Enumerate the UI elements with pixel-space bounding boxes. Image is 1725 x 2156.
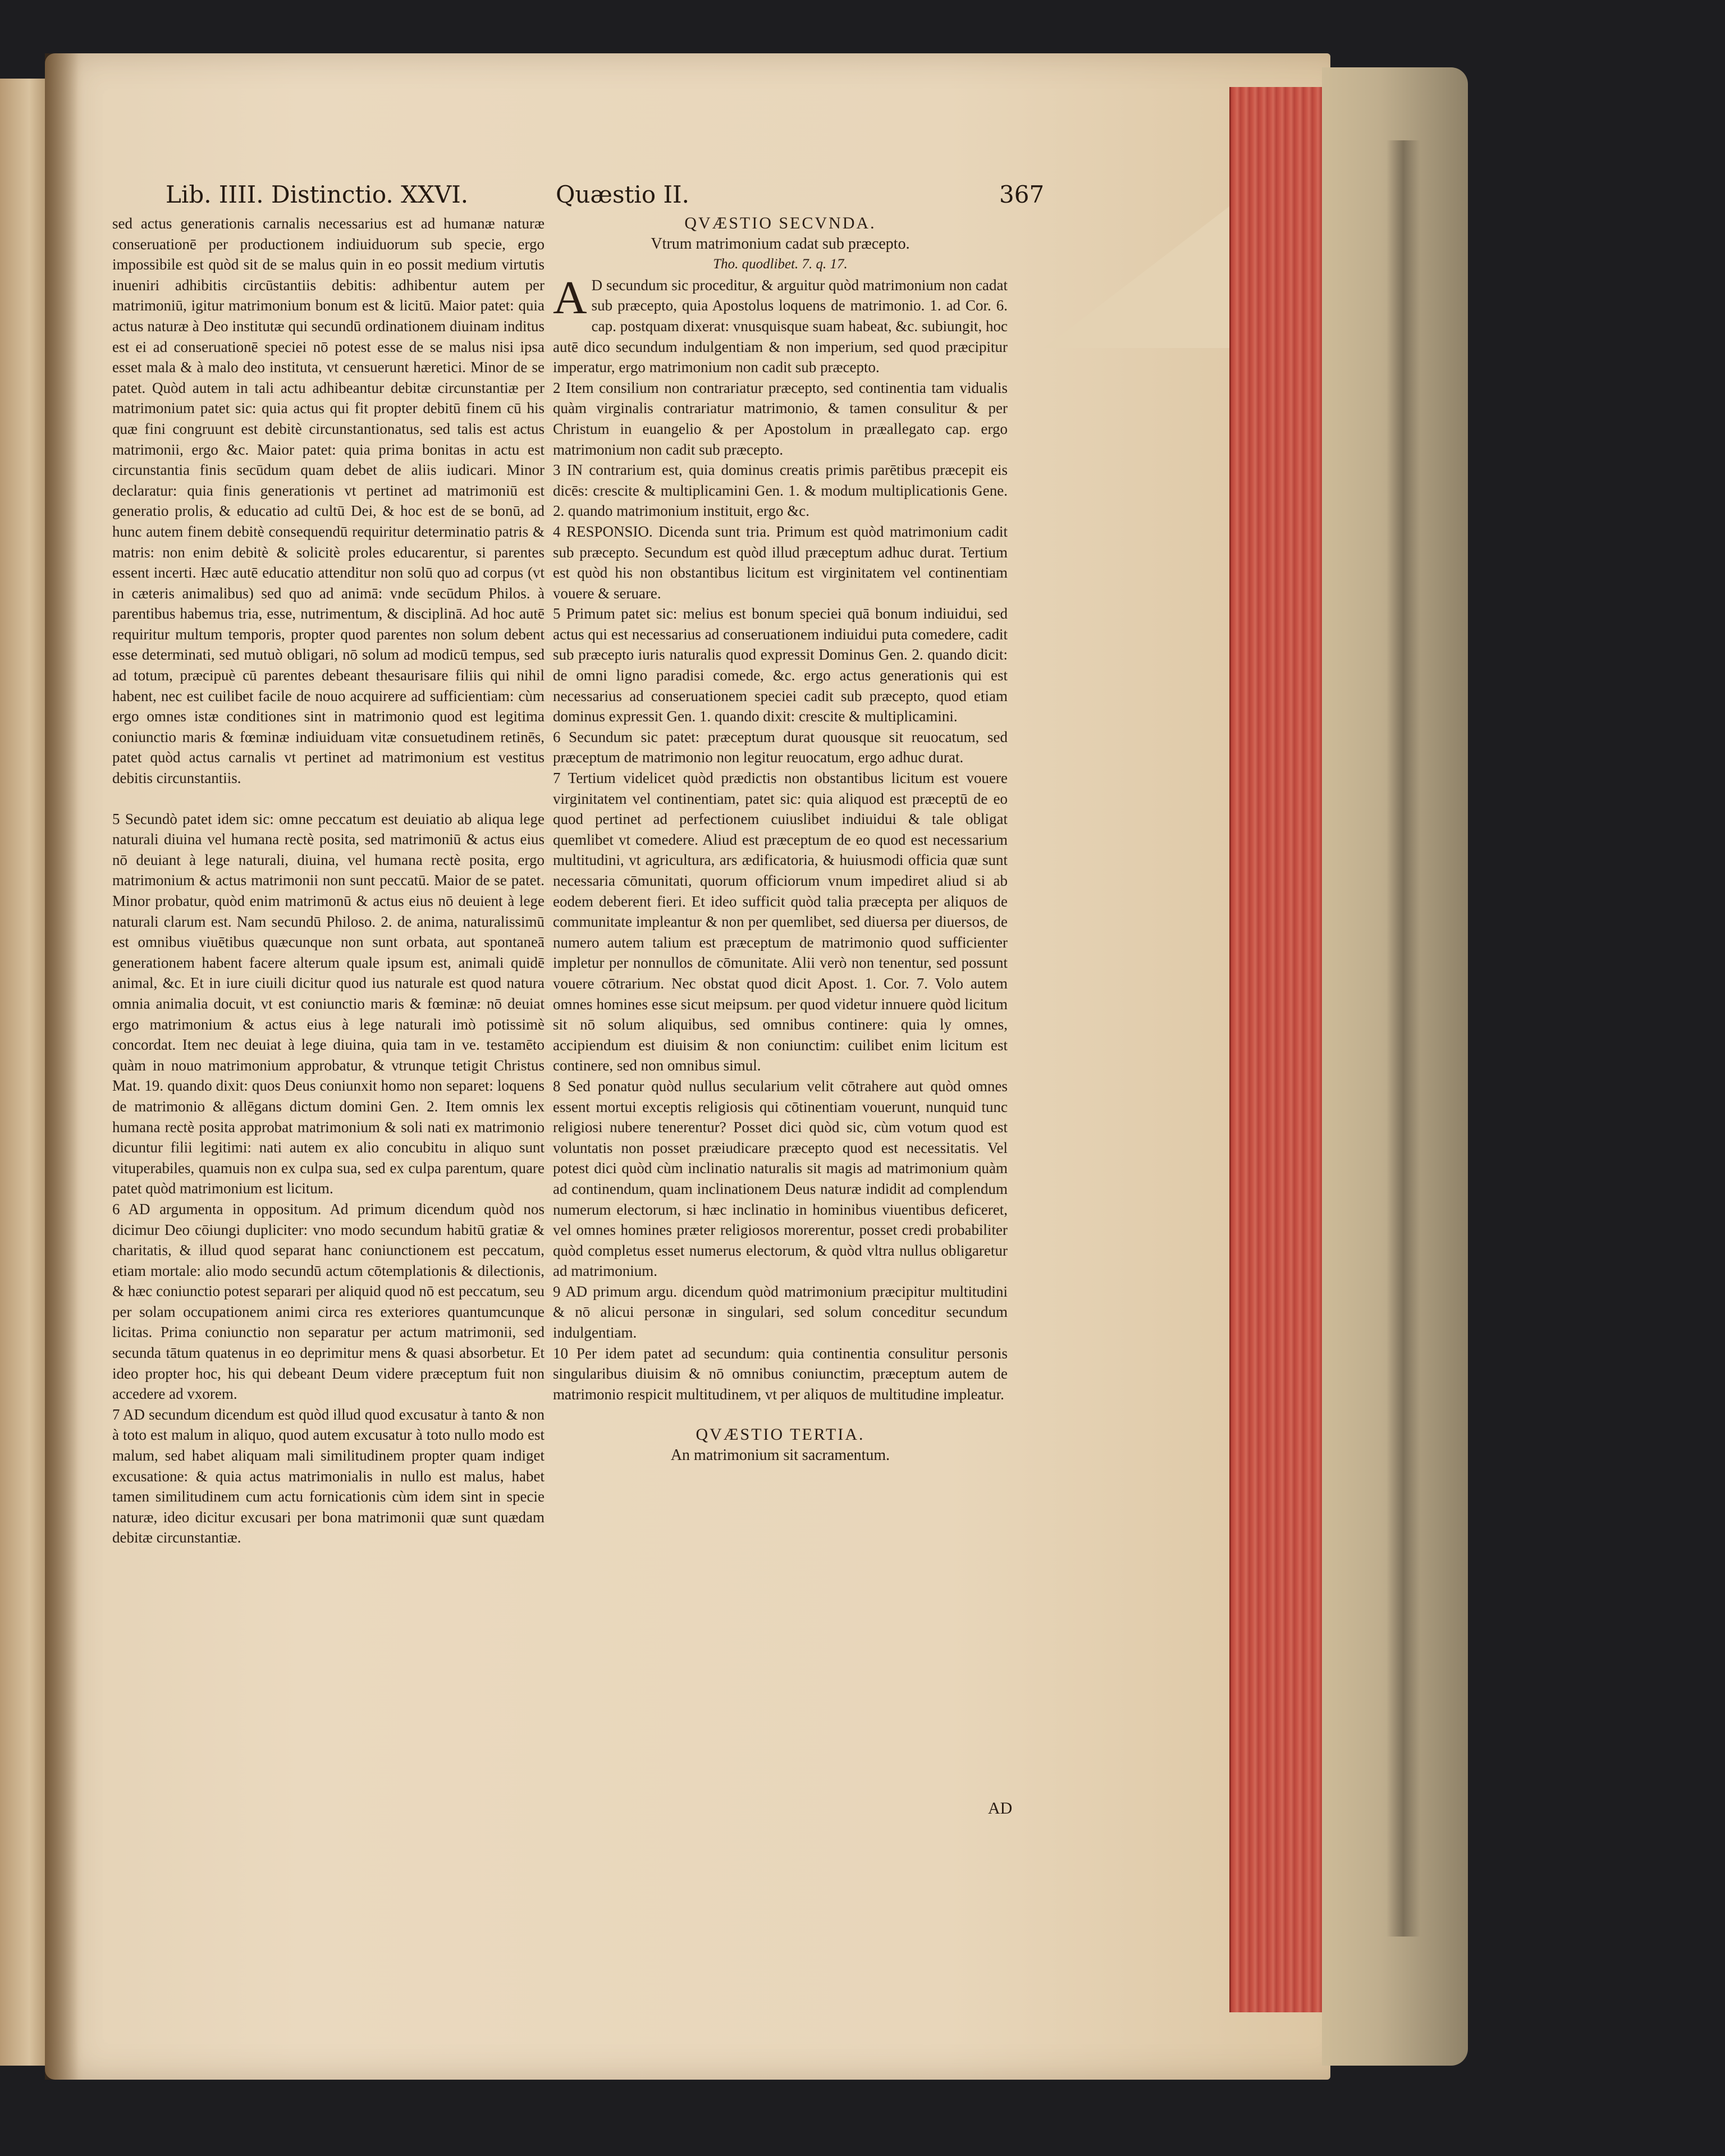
folio-number: 367 xyxy=(999,181,1045,208)
left-paragraph-5: 5 Secundò patet idem sic: omne peccatum est deuiatio ab aliqua lege naturali diuina vel humana rectè posita, sed matrimoniū & actus eius nō deuiant à lege naturali, diuina, vel humana rectè posita, ergo matrimonium & actus matrimonii non sunt peccatū. Maior de se patet. Minor probatur, quòd enim matrimonū & actus eius nō deuient à lege naturali clarum est. Nam secundū Philoso. 2. de anima, naturalissimū est omnibus viuētibus quæcunque non sunt orbata, aut spontaneā generationem habent facere alterum quale ipsum est, animali quidē animal, &c. Et in iure ciuili dicitur quod ius naturale est quod natura omnia animalia docuit, vt est coniunctio maris & fœminæ: nō deuiat ergo matrimonium & actus eius à lege naturali imò potissimè concordat. Item nec deuiat à lege diuina, quia tam in ve. testamēto quàm in nouo matrimonium approbatur, & vtrunque tetigit Christus Mat. 19. quando dixit: quos Deus coniunxit homo non separet: loquens de matrimonio & allēgans dictum domini Gen. 2. Item omnis lex humana rectè posita approbat matrimonium & soli nati ex matrimonio dicuntur filii legitimi: nati autem ex alio concubitu in aliquo sunt vituperabiles, quamuis non ex culpa sua, sed ex culpa parentum, quare patet quòd matrimonium est licitum. xyxy=(112,810,545,1197)
right-paragraph-7: 7 Tertium videlicet quòd prædictis non obstantibus licitum est vouere virginitatem vel continentiam, patet sic: quia aliquod est præceptū de eo quod pertinet ad perfectionem cuiuslibet indiuidui & tale obligat quemlibet vt comedere. Aliud est præceptum de eo quod est necessarium multitudini, vt agricultura, ars ædificatoria, & huiusmodi officia quæ sunt necessaria cōmunitati, quorum officiorum vnum impediret aliud si ab eodem deberent fieri. Et ideo sufficit quòd talia præcepta per aliquos de communitate impleantur & non per quemlibet, sed diuersa per diuersos, de numero autem talium est præceptum de matrimonio quod sufficienter impletur per nonnullos de cōmunitate. Alii verò non tenentur, sed possunt vouere cōtrarium. Nec obstat quod dicit Apost. 1. Cor. 7. Volo autem omnes homines esse sicut meipsum. per quod videtur innuere quòd licitum sit nō solum aliquibus, sed omnibus continere: quia ly omnes, accipiendum est diuisim & non coniunctim: cuilibet enim licitum est continere, sed non omnibus simul. xyxy=(553,770,1008,1074)
right-paragraph-10: 10 Per idem patet ad secundum: quia continentia consulitur personis singularibus diuisim & nō omnibus coniunctim, præceptum autem de matrimonio respicit multitudinem, vt per aliquos de multitudine impleatur. xyxy=(553,1344,1008,1403)
vellum-shadow xyxy=(1387,140,1420,1937)
thomas-reference: Tho. quodlibet. 7. q. 17. xyxy=(713,257,848,272)
quaestio-secunda-subtitle: Vtrum matrimonium cadat sub præcepto. xyxy=(651,235,910,253)
left-text-column xyxy=(112,213,545,1548)
quaestio-tertia-title: QVÆSTIO TERTIA. xyxy=(696,1425,865,1444)
drop-cap: A xyxy=(553,271,587,324)
gutter-shadow xyxy=(45,53,79,2080)
left-paragraph-1: sed actus generationis carnalis necessarius est ad humanæ naturæ conseruationē per productionem indiuiduorum sub specie, ergo impossibile est quòd sit de se malus quin in eo possit medium virtutis inueniri adhibitis circūstantiis debitis: adhibentur autem per matrimoniū, igitur matrimonium bonum est & licitū. Maior patet: quia actus naturæ à Deo institutæ qui secundū ordinationem diuinam inditus est ei ad conseruationē speciei nō potest esse de se malus nisi ipsa esset mala & à malo deo instituta, vt censuerunt hæretici. Minor de se patet. Quòd autem in tali actu adhibeantur debitæ circunstantiæ per matrimonium patet sic: quia actus qui fit propter debitū finem cū his quæ fini congruunt est debitè circunstantionatus, sed talis est actus matrimonii, ergo &c. Maior patet: quia prima bonitas in actu est circunstantia finis secūdum quam debet de aliis iudicari. Minor declaratur: quia finis generationis vt pertinet ad matrimoniū est generatio prolis, & educatio ad cultū Dei, & hoc est de se bonū, ad hunc autem finem debitè consequendū requiritur determinatio patris & matris: non enim debitè & solicitè proles educarentur, si parentes essent incerti. Hæc autē educatio attenditur non solū quo ad corpus (vt in cæteris animalibus) sed quo ad animā: vnde secūdum Philos. à parentibus habemus tria, esse, nutrimentum, & disciplinā. Ad hoc autē requiritur multum temporis, propter quod parentes non solum debent esse determinati, sed mutuò obligari, nō solum ad modicū tempus, sed ad totum, præcipuè cū parentes debeant thesaurisare filiis qui nihil habent, nec est cuilibet facile de nouo acquirere ad sufficientiam: cùm ergo omnes istæ conditiones sint in matrimonio quod est legitima coniunctio maris & fœminæ indiuiduam vitæ consuetudinem retinēs, patet quòd actus carnalis vt pertinet ad matrimonium est vestitus debitis circunstantiis. xyxy=(112,215,545,787)
page-corner-fold xyxy=(1044,90,1235,348)
red-page-edges xyxy=(1229,87,1329,2012)
right-paragraph-2: 2 Item consilium non contrariatur præcepto, sed continentia tam vidualis quàm virginalis contrariatur matrimonio, & tamen consulitur & per Christum in euangelio & per Apostolum in præallegato cap. ergo matrimonium non cadit sub præcepto. xyxy=(553,379,1008,458)
first-paragraph-text: D secundum sic proceditur, & arguitur quòd matrimonium non cadat sub præcepto, quia Apostolus loquens de matrimonio. 1. ad Cor. 6. cap. postquam dixerat: vnusquisque suam habeat, &c. subiungit, hoc autē dico secundum indulgentiam & non imperium, sed quod præcipitur imperatur, ergo matrimonium non cadit sub præcepto. xyxy=(553,276,1008,376)
catchword: AD xyxy=(988,1799,1013,1818)
right-paragraph-9: 9 AD primum argu. dicendum quòd matrimonium præcipitur multitudini & nō alicui personæ in singulari, sed solum conceditur secundum indulgentiam. xyxy=(553,1283,1008,1342)
right-text-column xyxy=(553,213,1008,1466)
right-paragraph-6: 6 Secundum sic patet: præceptum durat quousque sit reuocatum, sed præceptum de matrimonio non legitur reuocatum, ergo adhuc durat. xyxy=(553,728,1008,766)
right-paragraph-8: 8 Sed ponatur quòd nullus secularium velit cōtrahere aut quòd omnes essent mortui exceptis religiosis qui cōtinentiam vouerunt, nunquid tunc religiosi nubere tenerentur? Posset dici quòd sic, cùm votum quod est voluntatis non posset præiudicare præcepto quod est necessitatis. Vel potest dici quòd cùm inclinatio naturalis sit magis ad matrimonium quàm ad continendum, quam inclinationem Deus naturæ indidit ad complendum numerum electorum, si hæc inclinatio in hominibus viuentibus deficeret, vel omnes homines præter religiosos morerentur, posset credi probabiliter quòd completus esset numerus electorum, & quòd vltra nullus obligaretur ad matrimonium. xyxy=(553,1077,1008,1280)
quaestio-secunda-title: QVÆSTIO SECVNDA. xyxy=(684,214,876,232)
right-paragraph-3: 3 IN contrarium est, quia dominus creatis primis parētibus præcepit eis dicēs: crescite & multiplicamini Gen. 1. & modum multiplicationis Gene. 2. quando matrimonium instituit, ergo &c. xyxy=(553,461,1008,520)
running-head-quaestio: Quæstio II. xyxy=(556,181,689,208)
right-paragraph-4: 4 RESPONSIO. Dicenda sunt tria. Primum est quòd matrimonium cadit sub præcepto. Secundum est quòd illud præceptum adhuc durat. Tertium est quòd his non obstantibus licitum est virginitatem vel continentiam vouere & seruare. xyxy=(553,523,1008,602)
right-paragraph-5: 5 Primum patet sic: melius est bonum speciei quā bonum indiuidui, sed actus qui est necessarius ad conseruationem indiuidui puta comedere, cadit sub præcepto iuris naturalis quod expressit Dominus Gen. 2. quando dicit: de omni ligno paradisi comede, &c. ergo actus generationis qui est necessarius ad conseruationem speciei cadit sub præcepto, quod etiam dominus expressit Gen. 1. quando dixit: crescite & multiplicamini. xyxy=(553,605,1008,725)
left-paragraph-7: 7 AD secundum dicendum est quòd illud quod excusatur à tanto & non à toto est malum in aliquo, quod autem excusatur à toto nullo modo est malum, sed habet aliquam mali similitudinem propter quam indiget excusatione: & quia actus matrimonialis in nullo est malus, habet tamen similitudinem cum actu fornicationis cùm idem sint in specie naturæ, ideo dicitur excusari per bona matrimonii quæ sunt quædam debitæ circunstantiæ. xyxy=(112,1406,545,1546)
quaestio-tertia-subtitle: An matrimonium sit sacramentum. xyxy=(670,1447,890,1464)
left-paragraph-6: 6 AD argumenta in oppositum. Ad primum dicendum quòd nos dicimur Deo cōiungi dupliciter: vno modo secundum habitū gratiæ & charitatis, & illud quod separat hanc coniunctionem est peccatum, etiam mortale: alio modo secundū actum cōtemplationis & dilectionis, & hæc coniunctio potest separari per aliquid quod nō est peccatum, seu per solam occupationem animi circa res exteriores quantumcunque licitas. Prima coniunctio non separatur per actum matrimonii, sed secunda tātum quatenus in eo deprimitur mens & quasi absorbetur. Et ideo propter hoc, his qui debeant Deum videre præceptum fuit non accedere ad vxorem. xyxy=(112,1200,545,1403)
first-paragraph xyxy=(553,271,1008,378)
running-head-left: Lib. IIII. Distinctio. XXVI. xyxy=(166,181,469,208)
